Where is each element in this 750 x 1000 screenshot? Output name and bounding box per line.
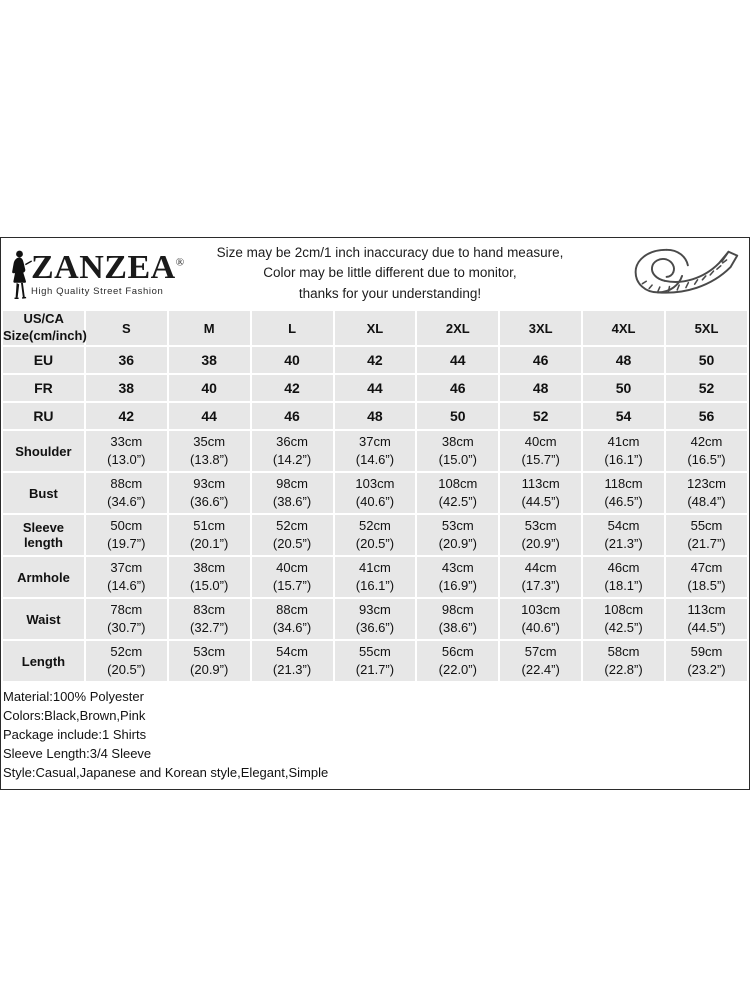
column-header-m: M: [169, 311, 250, 345]
row-label-length: Length: [3, 641, 84, 681]
row-label-waist: Waist: [3, 599, 84, 639]
brand-name: ZANZEA®: [31, 248, 185, 286]
cell-ru-l: 46: [252, 403, 333, 429]
cell-ru-3xl: 52: [500, 403, 581, 429]
cell-sleeve-length-m: 51cm (20.1”): [169, 515, 250, 555]
cell-eu-xl: 42: [335, 347, 416, 373]
cell-shoulder-4xl: 41cm (16.1”): [583, 431, 664, 471]
product-description: [1, 683, 749, 789]
cell-fr-3xl: 48: [500, 375, 581, 401]
size-table-body: [3, 311, 747, 681]
cell-bust-s: 88cm (34.6”): [86, 473, 167, 513]
cell-sleeve-length-s: 50cm (19.7”): [86, 515, 167, 555]
table-row-bust: [3, 473, 747, 513]
cell-waist-m: 83cm (32.7”): [169, 599, 250, 639]
cell-armhole-s: 37cm (14.6”): [86, 557, 167, 597]
row-label-ru: RU: [3, 403, 84, 429]
notice-line-1: Size may be 2cm/1 inch inaccuracy due to hand measure,: [216, 244, 564, 260]
column-header-4xl: 4XL: [583, 311, 664, 345]
cell-shoulder-3xl: 40cm (15.7”): [500, 431, 581, 471]
cell-sleeve-length-2xl: 53cm (20.9”): [417, 515, 498, 555]
cell-fr-2xl: 46: [417, 375, 498, 401]
cell-shoulder-s: 33cm (13.0”): [86, 431, 167, 471]
description-sleeve-length: Sleeve Length:3/4 Sleeve: [3, 745, 152, 761]
cell-fr-s: 38: [86, 375, 167, 401]
measuring-tape-icon: [619, 244, 749, 304]
cell-ru-4xl: 54: [583, 403, 664, 429]
row-label-fr: FR: [3, 375, 84, 401]
cell-waist-l: 88cm (34.6”): [252, 599, 333, 639]
description-material: Material:100% Polyester: [3, 689, 144, 704]
cell-fr-5xl: 52: [666, 375, 747, 401]
cell-length-m: 53cm (20.9”): [169, 641, 250, 681]
column-header-l: L: [252, 311, 333, 345]
row-label-armhole: Armhole: [3, 557, 84, 597]
cell-sleeve-length-l: 52cm (20.5”): [252, 515, 333, 555]
cell-shoulder-m: 35cm (13.8”): [169, 431, 250, 471]
size-chart-card: [0, 237, 750, 790]
cell-bust-3xl: 113cm (44.5”): [500, 473, 581, 513]
column-header-2xl: 2XL: [417, 311, 498, 345]
cell-sleeve-length-4xl: 54cm (21.3”): [583, 515, 664, 555]
cell-armhole-5xl: 47cm (18.5”): [666, 557, 747, 597]
cell-waist-3xl: 103cm (40.6”): [500, 599, 581, 639]
row-label-eu: EU: [3, 347, 84, 373]
table-row-fr: [3, 375, 747, 401]
cell-eu-m: 38: [169, 347, 250, 373]
cell-length-s: 52cm (20.5”): [86, 641, 167, 681]
row-label-sleeve-length: Sleeve length: [3, 515, 84, 555]
cell-length-3xl: 57cm (22.4”): [500, 641, 581, 681]
chart-header-banner: [1, 238, 749, 309]
table-row-length: [3, 641, 747, 681]
cell-ru-5xl: 56: [666, 403, 747, 429]
description-colors: Colors:Black,Brown,Pink: [3, 707, 146, 723]
row-label-bust: Bust: [3, 473, 84, 513]
cell-waist-4xl: 108cm (42.5”): [583, 599, 664, 639]
cell-shoulder-l: 36cm (14.2”): [252, 431, 333, 471]
row-label-shoulder: Shoulder: [3, 431, 84, 471]
cell-fr-4xl: 50: [583, 375, 664, 401]
cell-eu-s: 36: [86, 347, 167, 373]
cell-ru-s: 42: [86, 403, 167, 429]
notice-line-2: Color may be little different due to monitor,: [263, 265, 517, 281]
cell-bust-5xl: 123cm (48.4”): [666, 473, 747, 513]
column-header-3xl: 3XL: [500, 311, 581, 345]
cell-sleeve-length-5xl: 55cm (21.7”): [666, 515, 747, 555]
cell-sleeve-length-3xl: 53cm (20.9”): [500, 515, 581, 555]
corner-line-1: US/CA: [23, 311, 64, 327]
cell-armhole-m: 38cm (15.0”): [169, 557, 250, 597]
cell-armhole-l: 40cm (15.7”): [252, 557, 333, 597]
cell-bust-4xl: 118cm (46.5”): [583, 473, 664, 513]
woman-silhouette-icon: [7, 248, 33, 300]
measurement-notice: [161, 243, 619, 305]
cell-bust-m: 93cm (36.6”): [169, 473, 250, 513]
cell-eu-5xl: 50: [666, 347, 747, 373]
description-style: Style:Casual,Japanese and Korean style,Elegant,Simple: [3, 764, 329, 780]
cell-eu-l: 40: [252, 347, 333, 373]
cell-ru-2xl: 50: [417, 403, 498, 429]
column-header-s: S: [86, 311, 167, 345]
cell-length-5xl: 59cm (23.2”): [666, 641, 747, 681]
table-corner-header: [3, 311, 87, 345]
cell-armhole-4xl: 46cm (18.1”): [583, 557, 664, 597]
cell-eu-3xl: 46: [500, 347, 581, 373]
cell-bust-l: 98cm (38.6”): [252, 473, 333, 513]
size-chart-table: [1, 309, 749, 683]
column-header-xl: XL: [335, 311, 416, 345]
table-row-sleeve-length: [3, 515, 747, 555]
cell-length-l: 54cm (21.3”): [252, 641, 333, 681]
cell-length-2xl: 56cm (22.0”): [417, 641, 498, 681]
description-package-include: Package include:1 Shirts: [3, 726, 147, 742]
cell-waist-2xl: 98cm (38.6”): [417, 599, 498, 639]
cell-shoulder-5xl: 42cm (16.5”): [666, 431, 747, 471]
column-header-5xl: 5XL: [666, 311, 747, 345]
cell-ru-m: 44: [169, 403, 250, 429]
table-row-armhole: [3, 557, 747, 597]
table-row-eu: [3, 347, 747, 373]
cell-waist-5xl: 113cm (44.5”): [666, 599, 747, 639]
table-row-waist: [3, 599, 747, 639]
cell-eu-4xl: 48: [583, 347, 664, 373]
table-header-row: [3, 311, 747, 345]
cell-fr-l: 42: [252, 375, 333, 401]
table-row-shoulder: [3, 431, 747, 471]
cell-waist-s: 78cm (30.7”): [86, 599, 167, 639]
cell-armhole-3xl: 44cm (17.3”): [500, 557, 581, 597]
cell-armhole-xl: 41cm (16.1”): [335, 557, 416, 597]
registered-trademark-icon: ®: [175, 256, 185, 269]
brand-tagline: High Quality Street Fashion: [31, 285, 164, 297]
cell-eu-2xl: 44: [417, 347, 498, 373]
corner-line-2: Size(cm/inch): [3, 328, 87, 343]
cell-ru-xl: 48: [335, 403, 416, 429]
cell-length-4xl: 58cm (22.8”): [583, 641, 664, 681]
cell-armhole-2xl: 43cm (16.9”): [417, 557, 498, 597]
cell-length-xl: 55cm (21.7”): [335, 641, 416, 681]
cell-waist-xl: 93cm (36.6”): [335, 599, 416, 639]
cell-sleeve-length-xl: 52cm (20.5”): [335, 515, 416, 555]
cell-shoulder-xl: 37cm (14.6”): [335, 431, 416, 471]
notice-line-3: thanks for your understanding!: [298, 285, 482, 301]
cell-fr-xl: 44: [335, 375, 416, 401]
cell-shoulder-2xl: 38cm (15.0”): [417, 431, 498, 471]
cell-fr-m: 40: [169, 375, 250, 401]
cell-bust-2xl: 108cm (42.5”): [417, 473, 498, 513]
brand-logo: [1, 248, 185, 300]
cell-bust-xl: 103cm (40.6”): [335, 473, 416, 513]
table-row-ru: [3, 403, 747, 429]
